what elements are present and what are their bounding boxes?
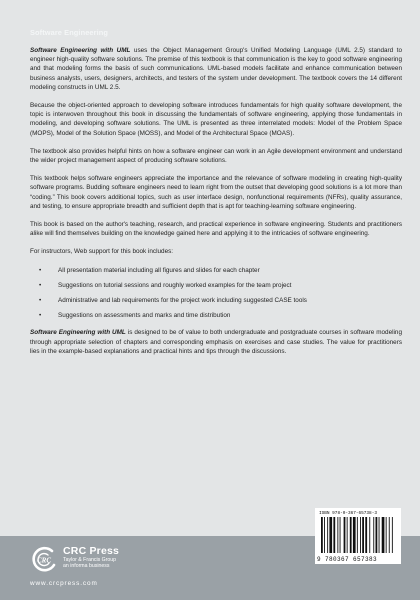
paragraph-2: Because the object-oriented approach to developing software introduces fundamentals for high quality software development, the topic is interwoven throughout this book in discussing the fundamentals of software engineering, applying those fundamentals in modeling, and developing software solutions. The UML is presented as three interrelated models: Model of the Problem Space (MOPS), Model of the Solution Space (MOSS), and Model of the Architectural Space (MOAS). — [30, 102, 402, 137]
list-item — [39, 311, 402, 320]
list-item-text: All presentation material including all figures and slides for each chapter — [58, 266, 260, 274]
list-item — [39, 281, 402, 290]
publisher-block — [63, 545, 119, 570]
paragraph-1-text: uses the Object Management Group's Unified Modeling Language (UML 2.5) standard to engineer high-quality software solutions. The premise of this textbook is that communication is the key to good software engineering and that modeling forms the basis of such communications. UML-based models facilitate and enhance communication between business analysts, users, designers, architects, and testers of the system under development. The textbook covers the 14 different modeling constructs in UML 2.5. — [30, 47, 402, 91]
bullet-icon: • — [39, 281, 42, 289]
list-item — [39, 296, 402, 305]
isbn-barcode — [315, 508, 401, 564]
paragraph-1 — [30, 46, 402, 92]
list-item-text: Suggestions on assessments and marks and time distribution — [58, 312, 231, 320]
bullet-icon: • — [39, 297, 42, 305]
publisher-group: Taylor & Francis Group — [63, 557, 117, 563]
book-title-inline: Software Engineering with UML — [30, 329, 126, 337]
crc-logo-text: CRC — [36, 556, 52, 565]
book-title-inline: Software Engineering with UML — [30, 47, 131, 54]
paragraph-6: For instructors, Web support for this book includes: — [30, 248, 174, 256]
paragraph-7-text: is designed to be of value to both undergraduate and postgraduate courses in software modeling through appropriate selection of chapters and corresponding emphasis on exercises and case studies. The value for practitioners lies in the example-based explanations and practical hints and tips through the discussions. — [30, 329, 402, 355]
isbn-number: ISBN 978-0-367-65738-3 — [319, 511, 377, 516]
paragraph-3: The textbook also provides helpful hints on how a software engineer can work in an Agile development environment and understand the wider project management aspect of producing software solutions. — [30, 147, 402, 165]
paragraph-5: This book is based on the author's teaching, research, and practical experience in software engineering. Students and practitioners alike will find themselves building on the knowledge gained here and applying it to the intricacies of software engineering. — [30, 221, 402, 238]
publisher-name: CRC Press — [63, 545, 120, 557]
list-item — [39, 266, 402, 275]
list-item-text: Suggestions on tutorial sessions and roughly worked examples for the team project — [58, 281, 292, 289]
paragraph-7 — [30, 328, 402, 356]
bullet-icon: • — [39, 312, 42, 320]
bullet-icon: • — [39, 266, 42, 274]
barcode-icon — [319, 517, 397, 555]
publisher-tagline: an informa business — [63, 563, 110, 570]
category-label: Software Engineering — [30, 28, 108, 37]
publisher-url[interactable]: www.crcpress.com — [30, 580, 98, 587]
barcode-digits: 9 780367 657383 — [317, 556, 378, 563]
web-support-list — [30, 266, 402, 321]
list-item-text: Administrative and lab requirements for the project work including suggested CASE tools — [58, 297, 307, 305]
crc-logo-icon — [30, 546, 58, 574]
paragraph-4: This textbook helps software engineers appreciate the importance and the relevance of software modeling in creating high-quality software programs. Budding software engineers need to learn right from the outset that developing good solutions is a lot more than “coding.” This book covers additional topics, such as user interface design, nonfunctional requirements (NFRs), quality assurance, and testing, to ensure appropriate breadth and sufficient depth that is apt for teaching-learning software engineering. — [30, 175, 402, 210]
